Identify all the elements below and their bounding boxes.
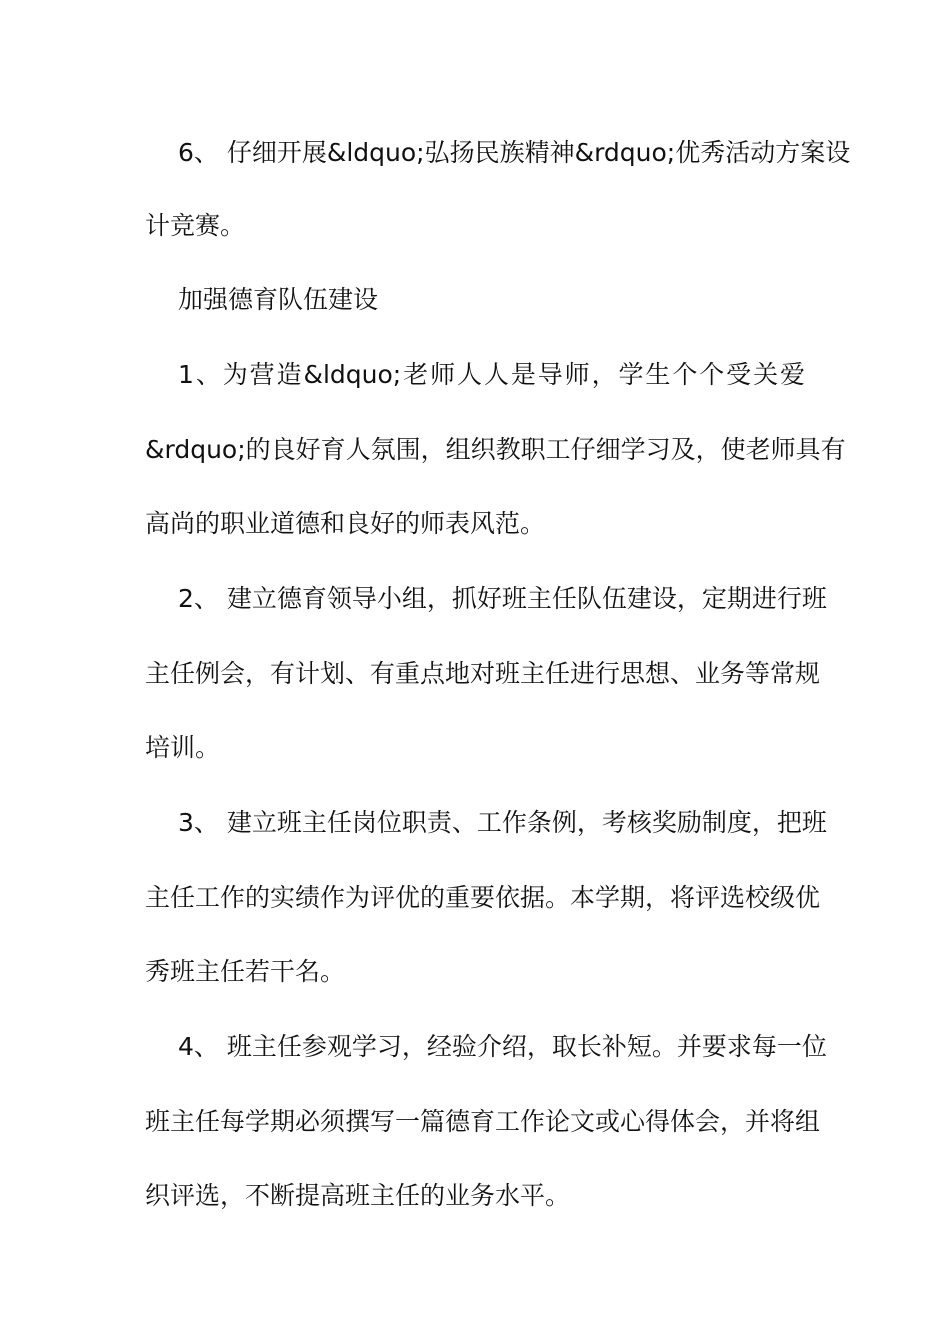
paragraph-4-line-1: 4、 班主任参观学习，经验介绍，取长补短。并要求每一位 xyxy=(178,1032,827,1061)
section-heading: 加强德育队伍建设 xyxy=(178,285,379,314)
paragraph-1-line-1: 1、为营造&ldquo;老师人人是导师，学生个个受关爱 xyxy=(178,360,805,389)
paragraph-6-line-1: 6、 仔细开展&ldquo;弘扬民族精神&rdquo;优秀活动方案设 xyxy=(178,138,851,167)
paragraph-1-line-2: &rdquo;的良好育人氛围，组织教职工仔细学习及，使老师具有 xyxy=(145,435,846,464)
paragraph-2-line-2: 主任例会，有计划、有重点地对班主任进行思想、业务等常规 xyxy=(145,659,821,688)
paragraph-3-line-2: 主任工作的实绩作为评优的重要依据。本学期，将评选校级优 xyxy=(145,883,821,912)
paragraph-1-line-3: 高尚的职业道德和良好的师表风范。 xyxy=(145,509,546,538)
paragraph-6-line-2: 计竞赛。 xyxy=(145,211,246,240)
paragraph-2-line-1: 2、 建立德育领导小组，抓好班主任队伍建设，定期进行班 xyxy=(178,584,827,613)
paragraph-4-line-3: 织评选，不断提高班主任的业务水平。 xyxy=(145,1181,571,1210)
paragraph-4-line-2: 班主任每学期必须撰写一篇德育工作论文或心得体会，并将组 xyxy=(145,1107,821,1136)
paragraph-3-line-1: 3、 建立班主任岗位职责、工作条例，考核奖励制度，把班 xyxy=(178,808,827,837)
paragraph-3-line-3: 秀班主任若干名。 xyxy=(145,957,346,986)
paragraph-2-line-3: 培训。 xyxy=(145,733,221,762)
